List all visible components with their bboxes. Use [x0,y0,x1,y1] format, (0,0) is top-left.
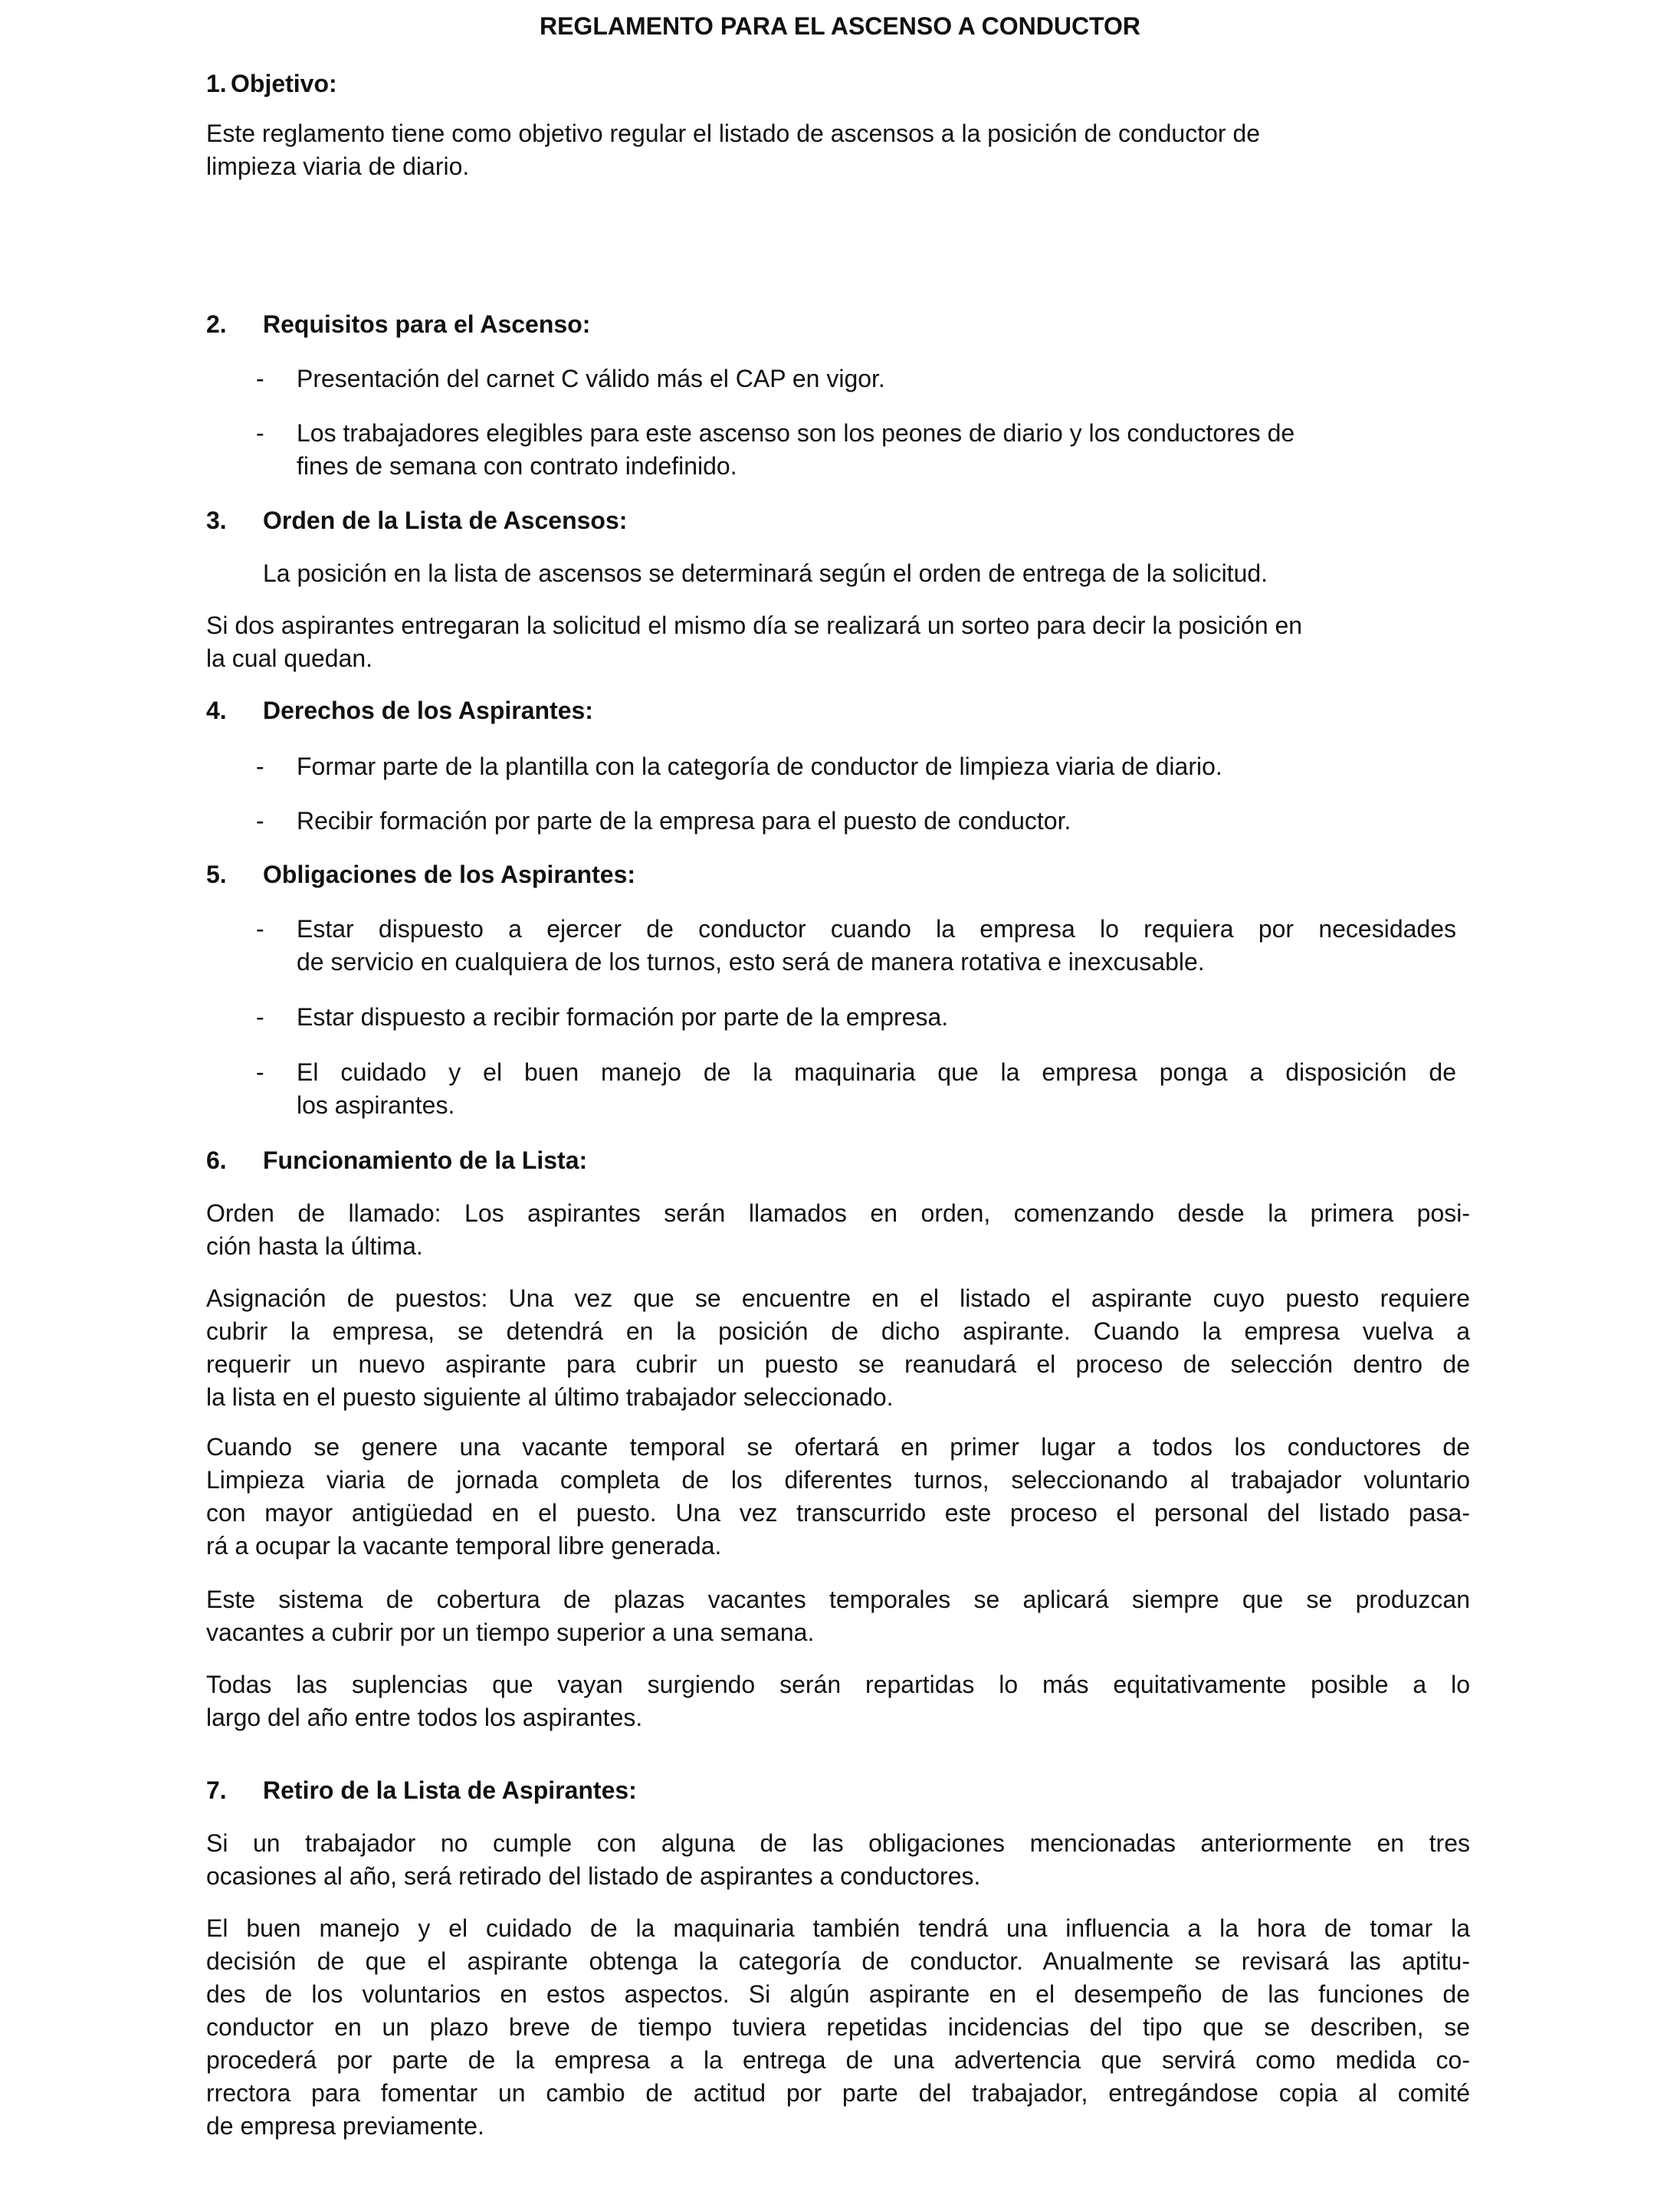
text-line: Todas las suplencias que vayan surgiendo serán repartidas lo más equitativamente posible a lo [206,1671,1470,1698]
text-line: Estar dispuesto a recibir formación por parte de la empresa. [297,1003,949,1031]
text-line: rá a ocupar la vacante temporal libre generada. [206,1532,722,1560]
paragraph [206,1668,1470,1734]
paragraph [206,117,1470,183]
text-line: rrectora para fomentar un cambio de actitud por parte del trabajador, entregándose copia al comité [206,2079,1470,2107]
paragraph [206,1282,1470,1414]
bullet-dash: - [256,915,264,943]
section-number: 6. [206,1146,227,1174]
section-title: Funcionamiento de la Lista: [263,1146,588,1174]
section-heading [206,308,590,341]
text-line: la cual quedan. [206,645,373,672]
text-line: fines de semana con contrato indefinido. [297,452,737,480]
section-title: Requisitos para el Ascenso: [263,310,591,338]
text-line: Cuando se genere una vacante temporal se ofertará en primer lugar a todos los conductores de [206,1433,1470,1461]
paragraph [206,609,1470,675]
bullet-dash: - [256,1058,264,1086]
text-line: ocasiones al año, será retirado del listado de aspirantes a conductores. [206,1862,981,1890]
section-heading [206,67,337,100]
paragraph [206,1827,1470,1893]
section-number: 5. [206,861,227,888]
text-line: decisión de que el aspirante obtenga la categoría de conductor. Anualmente se revisará las aptitu- [206,1947,1470,1975]
text-line: Los trabajadores elegibles para este ascenso son los peones de diario y los conductores de [297,419,1295,447]
text-line: de empresa previamente. [206,2112,484,2140]
bullet-item [256,913,1456,979]
bullet-dash: - [256,1003,264,1031]
text-line: con mayor antigüedad en el puesto. Una vez transcurrido este proceso el personal del listado pasa- [206,1499,1470,1527]
text-line: cubrir la empresa, se detendrá en la posición de dicho aspirante. Cuando la empresa vuelva a [206,1317,1470,1345]
paragraph [206,1583,1470,1649]
section-number: 4. [206,697,227,724]
section-title: Derechos de los Aspirantes: [263,697,593,724]
paragraph [206,1912,1470,2143]
text-line: largo del año entre todos los aspirantes. [206,1704,643,1731]
bullet-item [256,750,1456,783]
section-title: Objetivo: [231,70,337,97]
text-line: los aspirantes. [297,1091,455,1119]
text-line: Si un trabajador no cumple con alguna de las obligaciones mencionadas anteriormente en tres [206,1829,1470,1857]
section-number: 1. [206,70,227,97]
paragraph [206,1431,1470,1563]
text-line: ción hasta la última. [206,1232,423,1260]
paragraph [206,1197,1470,1263]
bullet-dash: - [256,807,264,835]
bullet-dash: - [256,365,264,392]
bullet-item [256,417,1456,483]
text-line: des de los voluntarios en estos aspectos. Si algún aspirante en el desempeño de las funciones de [206,1980,1470,2008]
bullet-item [256,362,1456,395]
text-line: Formar parte de la plantilla con la categoría de conductor de limpieza viaria de diario. [297,753,1222,780]
section-number: 2. [206,310,227,338]
section-heading [206,1774,637,1807]
text-line: Si dos aspirantes entregaran la solicitud el mismo día se realizará un sorteo para decir la posición en [206,612,1303,639]
bullet-item [256,1001,1456,1034]
text-line: Presentación del carnet C válido más el CAP en vigor. [297,365,885,392]
bullet-dash: - [256,753,264,780]
text-line: Asignación de puestos: Una vez que se encuentre en el listado el aspirante cuyo puesto requiere [206,1284,1470,1312]
text-line: Limpieza viaria de jornada completa de los diferentes turnos, seleccionando al trabajador voluntario [206,1466,1470,1494]
section-heading [206,1144,587,1177]
bullet-item [256,805,1456,838]
section-title: Orden de la Lista de Ascensos: [263,507,628,534]
section-number: 3. [206,507,227,534]
section-title: Obligaciones de los Aspirantes: [263,861,636,888]
text-line: conductor en un plazo breve de tiempo tuviera repetidas incidencias del tipo que se describen, se [206,2013,1470,2041]
text-line: El buen manejo y el cuidado de la maquinaria también tendrá una influencia a la hora de tomar la [206,1914,1470,1942]
text-line: Orden de llamado: Los aspirantes serán llamados en orden, comenzando desde la primera posi- [206,1199,1470,1227]
text-line: limpieza viaria de diario. [206,153,470,180]
document-title: REGLAMENTO PARA EL ASCENSO A CONDUCTOR [539,12,1141,40]
text-line: La posición en la lista de ascensos se determinará según el orden de entrega de la solicitud. [263,559,1268,587]
bullet-dash: - [256,419,264,447]
text-line: Recibir formación por parte de la empresa para el puesto de conductor. [297,807,1071,835]
text-line: Este reglamento tiene como objetivo regular el listado de ascensos a la posición de conductor de [206,120,1261,147]
text-line: Estar dispuesto a ejercer de conductor cuando la empresa lo requiera por necesidades [297,915,1456,943]
section-title: Retiro de la Lista de Aspirantes: [263,1776,637,1804]
text-line: de servicio en cualquiera de los turnos, esto será de manera rotativa e inexcusable. [297,948,1205,976]
text-line: vacantes a cubrir por un tiempo superior a una semana. [206,1619,815,1646]
section-number: 7. [206,1776,227,1804]
text-line: requerir un nuevo aspirante para cubrir un puesto se reanudará el proceso de selección dentro de [206,1350,1470,1378]
text-line: la lista en el puesto siguiente al último trabajador seleccionado. [206,1383,894,1411]
section-heading [206,504,627,537]
text-line: El cuidado y el buen manejo de la maquinaria que la empresa ponga a disposición de [297,1058,1456,1086]
text-line: procederá por parte de la empresa a la entrega de una advertencia que servirá como medida co- [206,2046,1470,2074]
text-line: Este sistema de cobertura de plazas vacantes temporales se aplicará siempre que se produzcan [206,1586,1470,1613]
indented-paragraph [263,557,1470,590]
section-heading [206,694,593,727]
bullet-item [256,1056,1456,1122]
section-heading [206,858,635,891]
